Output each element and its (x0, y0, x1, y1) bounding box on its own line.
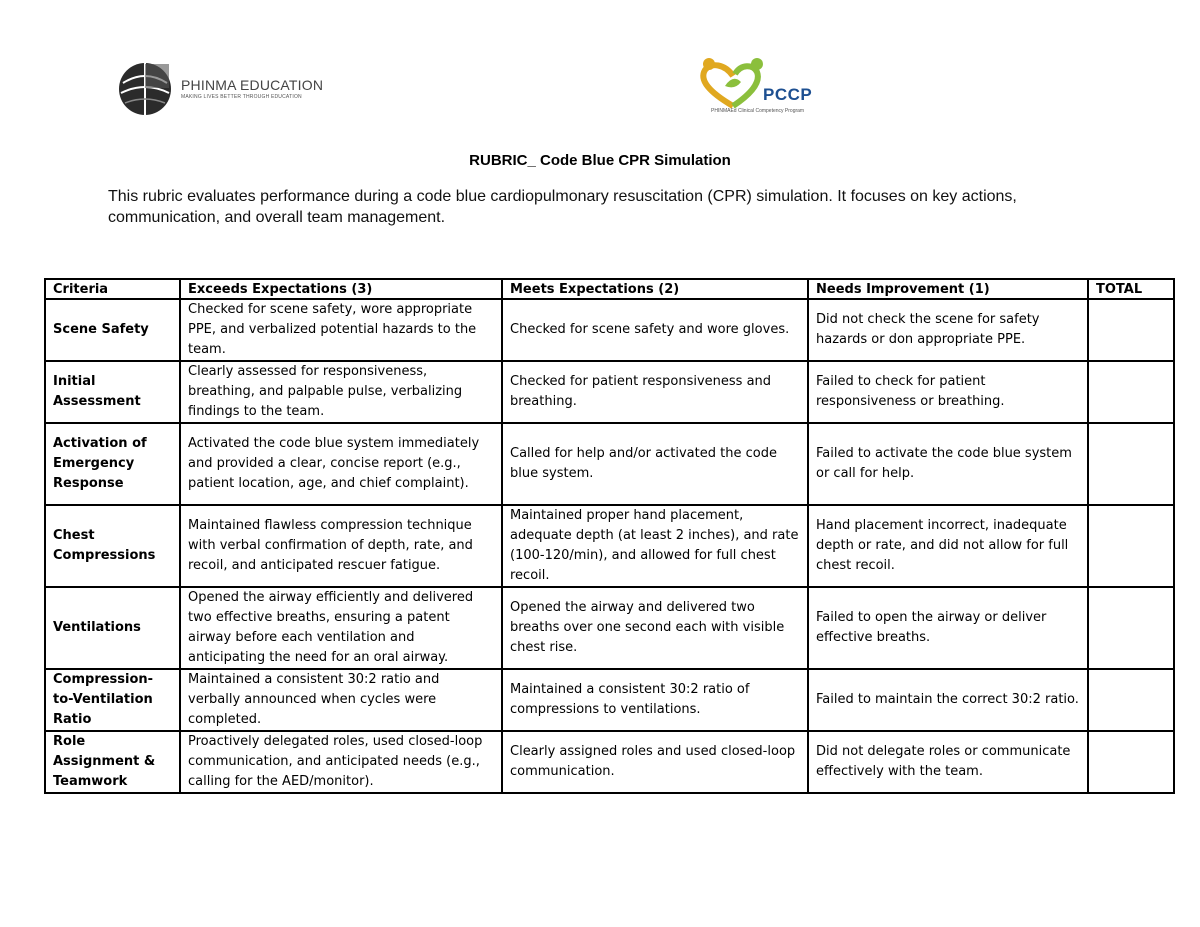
phinma-globe-icon (115, 61, 175, 117)
exceeds-cell: Proactively delegated roles, used closed-loop communication, and anticipated needs (e.g., calling for the AED/monitor). (180, 731, 502, 793)
meets-cell: Clearly assigned roles and used closed-loop communication. (502, 731, 808, 793)
exceeds-cell: Checked for scene safety, wore appropriate PPE, and verbalized potential hazards to the team. (180, 299, 502, 361)
document-title: RUBRIC_ Code Blue CPR Simulation (469, 152, 731, 169)
document-intro: This rubric evaluates performance during a code blue cardiopulmonary resuscitation (CPR) simulation. It focuses on key actions, communication, and overall team management. (108, 188, 1017, 226)
header-needs-improvement: Needs Improvement (1) (808, 279, 1088, 299)
needs-cell: Failed to check for patient responsiveness or breathing. (808, 361, 1088, 423)
meets-cell: Checked for patient responsiveness and breathing. (502, 361, 808, 423)
needs-cell: Failed to open the airway or deliver effective breaths. (808, 587, 1088, 669)
exceeds-cell: Maintained flawless compression technique with verbal confirmation of depth, rate, and recoil, and anticipated rescuer fatigue. (180, 505, 502, 587)
meets-cell: Opened the airway and delivered two breaths over one second each with visible chest rise. (502, 587, 808, 669)
table-row (45, 361, 1174, 423)
criteria-cell: Initial Assessment (45, 361, 180, 423)
total-cell[interactable] (1088, 299, 1174, 361)
meets-cell: Checked for scene safety and wore gloves. (502, 299, 808, 361)
needs-cell: Failed to maintain the correct 30:2 ratio. (808, 669, 1088, 731)
needs-cell: Hand placement incorrect, inadequate depth or rate, and did not allow for full chest recoil. (808, 505, 1088, 587)
table-header-row (45, 279, 1174, 299)
criteria-cell: Compression-to-Ventilation Ratio (45, 669, 180, 731)
needs-cell: Did not check the scene for safety hazards or don appropriate PPE. (808, 299, 1088, 361)
rubric-table (44, 278, 1175, 794)
criteria-cell: Scene Safety (45, 299, 180, 361)
needs-cell: Did not delegate roles or communicate effectively with the team. (808, 731, 1088, 793)
criteria-cell: Activation of Emergency Response (45, 423, 180, 505)
pccp-logo (695, 56, 885, 118)
exceeds-cell: Maintained a consistent 30:2 ratio and verbally announced when cycles were completed. (180, 669, 502, 731)
header-criteria: Criteria (45, 279, 180, 299)
criteria-cell: Chest Compressions (45, 505, 180, 587)
header-exceeds: Exceeds Expectations (3) (180, 279, 502, 299)
header-meets: Meets Expectations (2) (502, 279, 808, 299)
table-row (45, 587, 1174, 669)
criteria-cell: Ventilations (45, 587, 180, 669)
phinma-education-logo (115, 60, 325, 118)
table-row (45, 731, 1174, 793)
meets-cell: Maintained proper hand placement, adequate depth (at least 2 inches), and rate (100-120/min), and allowed for full chest recoil. (502, 505, 808, 587)
total-cell[interactable] (1088, 423, 1174, 505)
meets-cell: Maintained a consistent 30:2 ratio of compressions to ventilations. (502, 669, 808, 731)
header-total: TOTAL (1088, 279, 1174, 299)
criteria-cell: Role Assignment & Teamwork (45, 731, 180, 793)
total-cell[interactable] (1088, 361, 1174, 423)
total-cell[interactable] (1088, 731, 1174, 793)
logo-left-tagline: MAKING LIVES BETTER THROUGH EDUCATION (181, 94, 302, 100)
table-row (45, 505, 1174, 587)
total-cell[interactable] (1088, 669, 1174, 731)
exceeds-cell: Activated the code blue system immediately and provided a clear, concise report (e.g., patient location, age, and chief complaint). (180, 423, 502, 505)
logo-left-name: PHINMA EDUCATION (181, 77, 324, 93)
total-cell[interactable] (1088, 505, 1174, 587)
table-row (45, 423, 1174, 505)
needs-cell: Failed to activate the code blue system or call for help. (808, 423, 1088, 505)
total-cell[interactable] (1088, 587, 1174, 669)
meets-cell: Called for help and/or activated the code blue system. (502, 423, 808, 505)
table-row (45, 669, 1174, 731)
exceeds-cell: Clearly assessed for responsiveness, breathing, and palpable pulse, verbalizing findings to the team. (180, 361, 502, 423)
table-row (45, 299, 1174, 361)
logo-right-tagline: PHINMAEd Clinical Competency Program (711, 108, 805, 114)
exceeds-cell: Opened the airway efficiently and delivered two effective breaths, ensuring a patent airway before each ventilation and anticipating the need for an oral airway. (180, 587, 502, 669)
logo-right-name: PCCP (763, 85, 813, 104)
